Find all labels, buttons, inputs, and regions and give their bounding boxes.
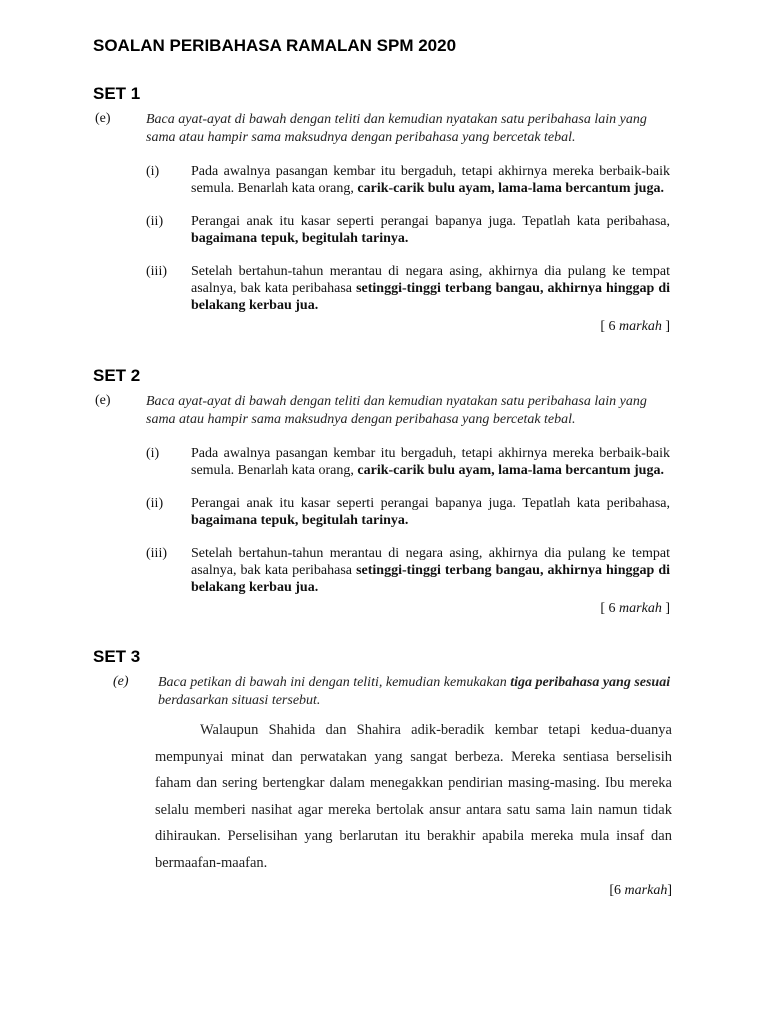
question-label: (e) [95, 111, 111, 126]
set-3-question [95, 674, 670, 710]
question-label: (e) [95, 393, 111, 408]
list-item [146, 163, 670, 197]
page-title: SOALAN PERIBAHASA RAMALAN SPM 2020 [93, 36, 457, 55]
item-text: Setelah bertahun-tahun merantau di negara asing, akhirnya dia pulang ke tempat asalnya, bak kata peribahasa setinggi-tinggi terbang bangau, akhirnya hinggap di belakang kerbau jua. [191, 264, 670, 313]
instruction-text: Baca ayat-ayat di bawah dengan teliti dan kemudian nyatakan satu peribahasa lain yang sama atau hampir sama maksudnya dengan peribahasa yang bercetak tebal. [146, 112, 647, 145]
item-text: Setelah bertahun-tahun merantau di negara asing, akhirnya dia pulang ke tempat asalnya, bak kata peribahasa setinggi-tinggi terbang bangau, akhirnya hinggap di belakang kerbau jua. [191, 546, 670, 595]
item-number: (i) [146, 446, 160, 461]
list-item [146, 545, 670, 596]
proverb-bold: setinggi-tinggi terbang bangau, akhirnya hinggap di belakang kerbau jua. [191, 563, 670, 595]
item-text: Pada awalnya pasangan kembar itu bergaduh, tetapi akhirnya mereka berbaik-baik semula. Benarlah kata orang, carik-carik bulu ayam, lama-lama bercantum juga. [191, 446, 670, 478]
list-item [146, 263, 670, 314]
item-number: (ii) [146, 496, 164, 511]
proverb-bold: bagaimana tepuk, begitulah tarinya. [191, 231, 409, 246]
list-item [146, 445, 670, 479]
item-text: Perangai anak itu kasar seperti perangai bapanya juga. Tepatlah kata peribahasa, bagaimana tepuk, begitulah tarinya. [191, 496, 670, 528]
proverb-bold: carik-carik bulu ayam, lama-lama bercantum juga. [357, 463, 664, 478]
item-number: (i) [146, 164, 160, 179]
instruction-bold: tiga peribahasa yang sesuai [510, 675, 671, 690]
proverb-bold: carik-carik bulu ayam, lama-lama bercantum juga. [357, 181, 664, 196]
item-number: (ii) [146, 214, 164, 229]
marks-label: [ 6 markah ] [600, 319, 670, 334]
passage-text: Walaupun Shahida dan Shahira adik-beradik kembar tetapi kedua-duanya mempunyai minat dan perwatakan yang sangat berbeza. Mereka sentiasa berselisih faham dan sering bertengkar dalam menegakkan pendirian masing-masing. Ibu mereka selalu memberi nasihat agar mereka bertolak ansur antara satu sama lain namun tidak dihiraukan. Perselisihan yang berlarutan itu berakhir apabila mereka mula insaf dan bermaafan-maafan. [155, 722, 672, 871]
item-number: (iii) [146, 546, 167, 561]
proverb-bold: bagaimana tepuk, begitulah tarinya. [191, 513, 409, 528]
list-item [146, 213, 670, 247]
question-label: (e) [113, 674, 129, 689]
proverb-bold: setinggi-tinggi terbang bangau, akhirnya hinggap di belakang kerbau jua. [191, 281, 670, 313]
set-3-heading: SET 3 [93, 647, 141, 666]
set-2-question [95, 393, 670, 617]
instruction-text: Baca petikan di bawah ini dengan teliti, kemudian kemukakan tiga peribahasa yang sesuai berdasarkan situasi tersebut. [158, 675, 671, 708]
set-2-heading: SET 2 [93, 366, 141, 385]
instruction-text: Baca ayat-ayat di bawah dengan teliti dan kemudian nyatakan satu peribahasa lain yang sama atau hampir sama maksudnya dengan peribahasa yang bercetak tebal. [146, 394, 647, 427]
item-text: Perangai anak itu kasar seperti perangai bapanya juga. Tepatlah kata peribahasa, bagaimana tepuk, begitulah tarinya. [191, 214, 670, 246]
item-number: (iii) [146, 264, 167, 279]
set-1-question [95, 111, 670, 335]
marks-label: [6 markah] [609, 883, 672, 898]
marks-label: [ 6 markah ] [600, 601, 670, 616]
item-text: Pada awalnya pasangan kembar itu bergaduh, tetapi akhirnya mereka berbaik-baik semula. Benarlah kata orang, carik-carik bulu ayam, lama-lama bercantum juga. [191, 164, 670, 196]
list-item [146, 495, 670, 529]
set-1-heading: SET 1 [93, 84, 141, 103]
